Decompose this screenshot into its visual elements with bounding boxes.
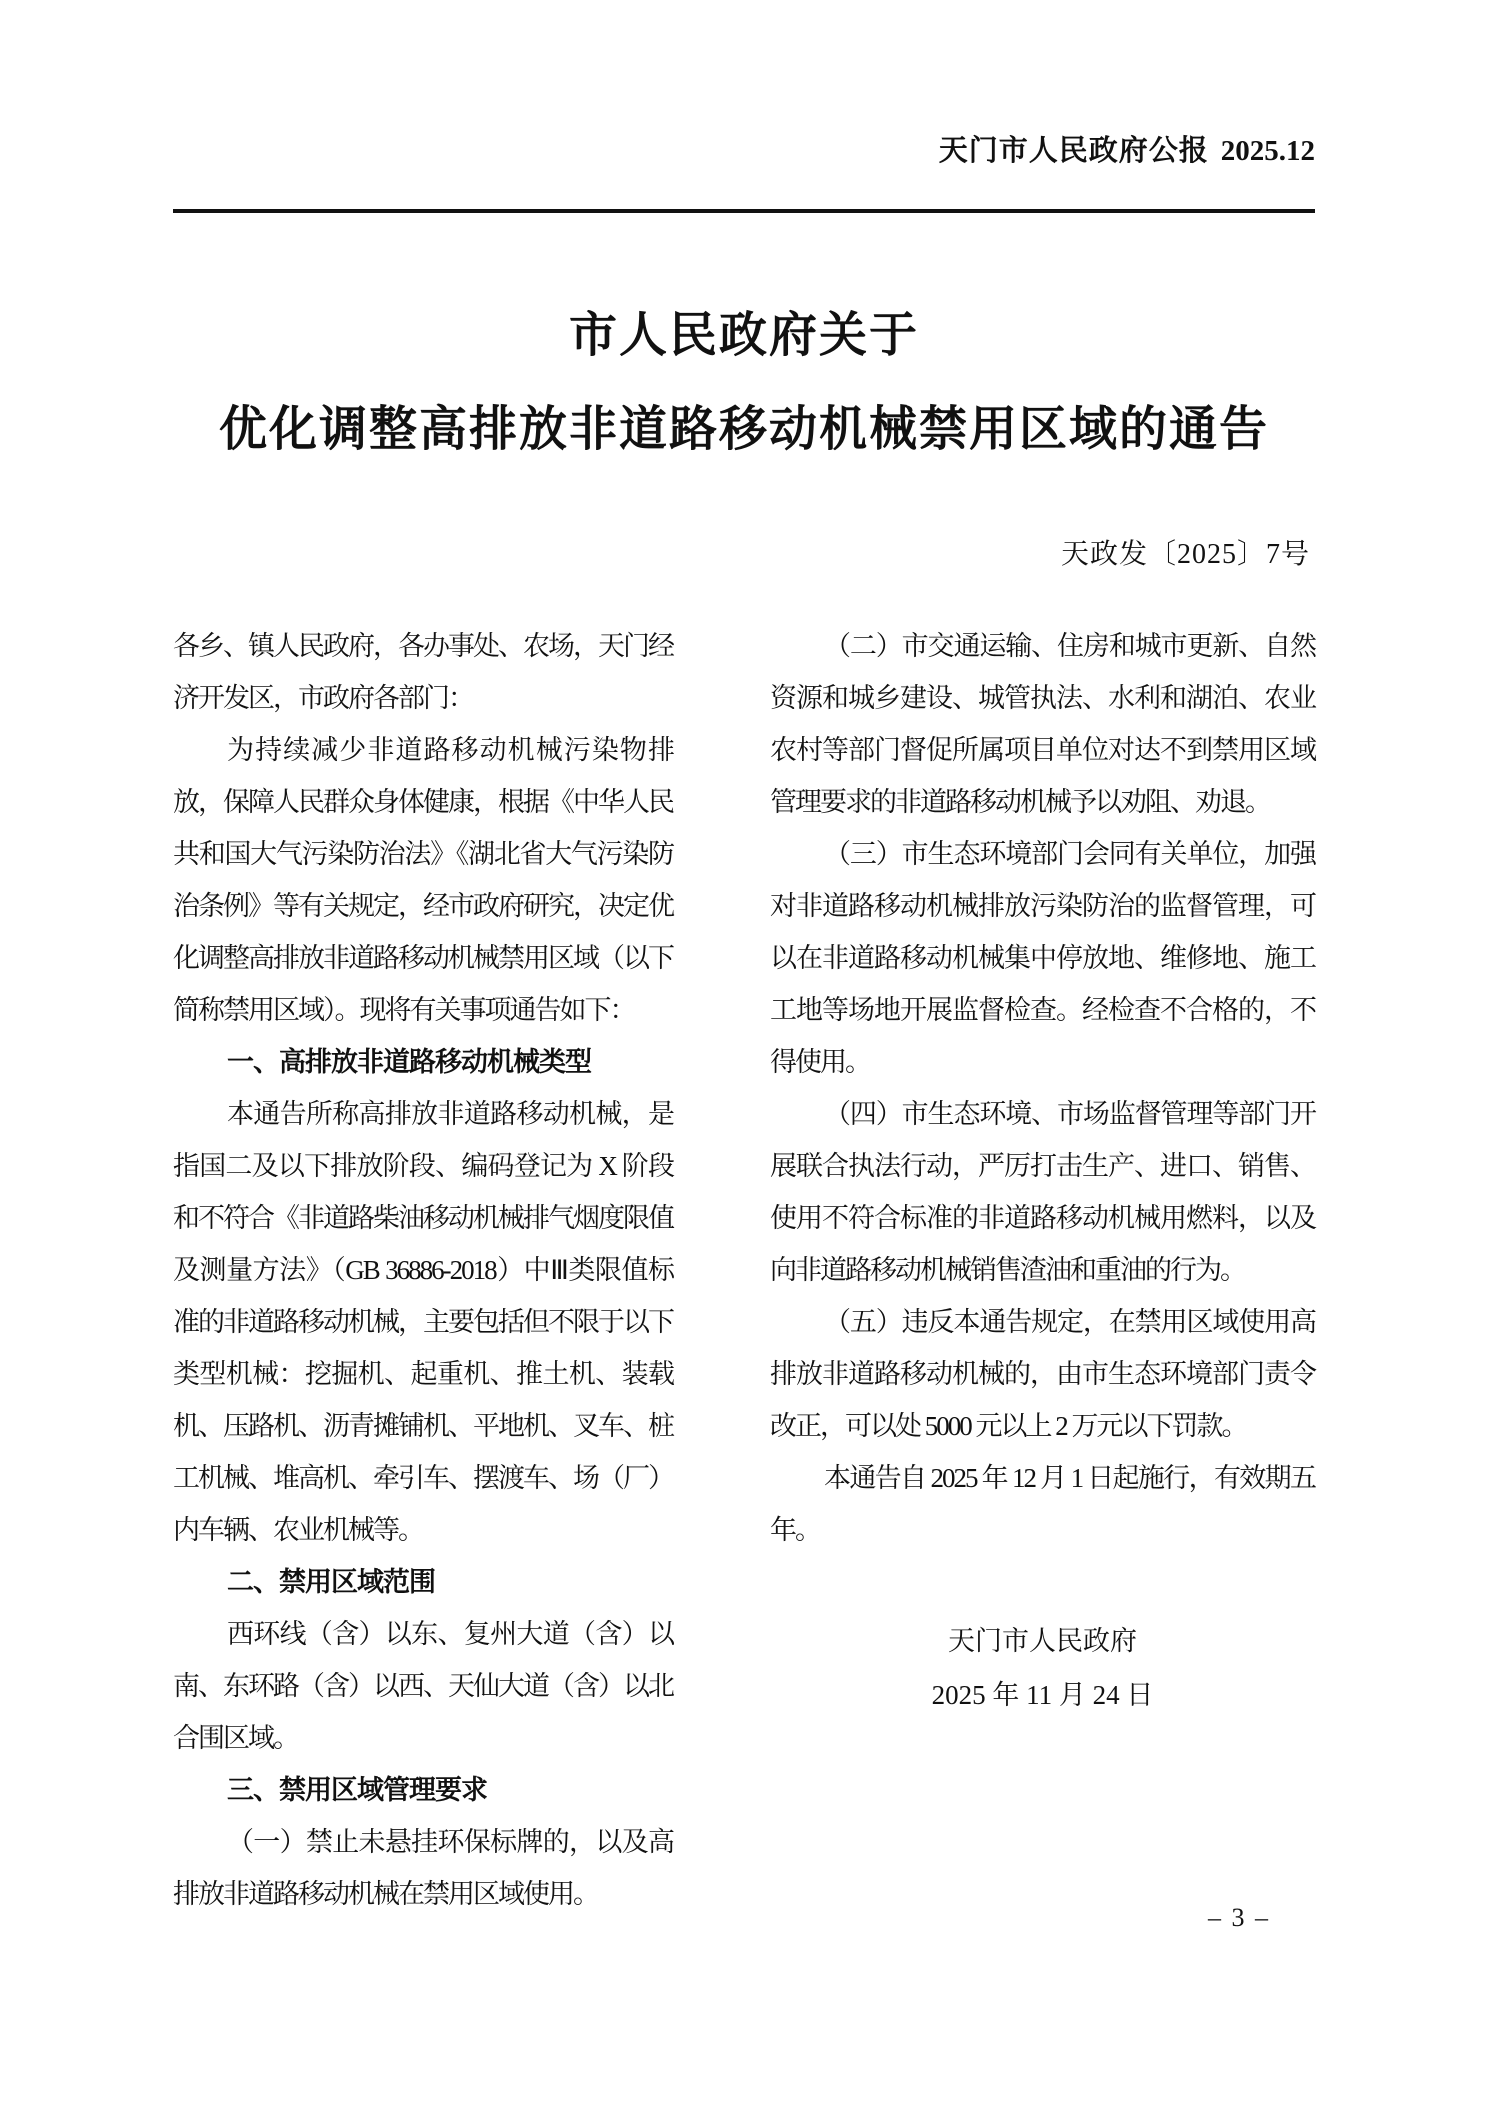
gazette-name: 天门市人民政府公报 bbox=[938, 135, 1209, 167]
right-column-text bbox=[770, 620, 1315, 1556]
section-heading: 二、禁用区域范围 bbox=[227, 1567, 435, 1597]
body-paragraph: （三）市生态环境部门会同有关单位，加强对非道路移动机械排放污染防治的监督管理，可以在非道路移动机械集中停放地、维修地、施工工地等场地开展监督检查。经检查不合格的，不得使用。 bbox=[770, 839, 1315, 1077]
signature-issuer: 天门市人民政府 bbox=[948, 1626, 1137, 1656]
section-heading: 三、禁用区域管理要求 bbox=[227, 1775, 487, 1805]
notice-title-line2: 优化调整高排放非道路移动机械禁用区域的通告 bbox=[218, 403, 1269, 456]
body-paragraph: 各乡、镇人民政府，各办事处、农场，天门经济开发区，市政府各部门： bbox=[173, 631, 673, 713]
body-paragraph: 本通告所称高排放非道路移动机械，是指国二及以下排放阶段、编码登记为 X 阶段和不符合《非道路柴油移动机械排气烟度限值及测量方法》（GB 36886-2018）中Ⅲ类限值标准的非道路移动机械，主要包括但不限于以下类型机械：挖掘机、起重机、推土机、装载机、压路机、沥青摊铺机、平地机、叉车、桩工机械、堆高机、牵引车、摆渡车、场（厂）内车辆、农业机械等。 bbox=[173, 1099, 673, 1545]
body-paragraph: （五）违反本通告规定，在禁用区域使用高排放非道路移动机械的，由市生态环境部门责令改正，可以处 5000 元以上 2 万元以下罚款。 bbox=[770, 1307, 1315, 1441]
document-body bbox=[173, 620, 1315, 1920]
signature-block bbox=[770, 1614, 1315, 1722]
body-paragraph: 西环线（含）以东、复州大道（含）以南、东环路（含）以西、天仙大道（含）以北合围区域。 bbox=[173, 1619, 673, 1753]
body-paragraph: （四）市生态环境、市场监督管理等部门开展联合执法行动，严厉打击生产、进口、销售、使用不符合标准的非道路移动机械用燃料，以及向非道路移动机械销售渣油和重油的行为。 bbox=[770, 1099, 1315, 1285]
right-column bbox=[770, 620, 1315, 1920]
body-paragraph: 本通告自 2025 年 12 月 1 日起施行，有效期五年。 bbox=[770, 1463, 1315, 1545]
page-header bbox=[939, 128, 1315, 169]
body-paragraph: （二）市交通运输、住房和城市更新、自然资源和城乡建设、城管执法、水利和湖泊、农业农村等部门督促所属项目单位对达不到禁用区域管理要求的非道路移动机械予以劝阻、劝退。 bbox=[770, 631, 1315, 817]
page-number: – 3 – bbox=[1208, 1903, 1270, 1932]
body-paragraph: （一）禁止未悬挂环保标牌的，以及高排放非道路移动机械在禁用区域使用。 bbox=[173, 1827, 673, 1909]
signature-date: 2025 年 11 月 24 日 bbox=[931, 1680, 1154, 1710]
document-number: 天政发〔2025〕7号 bbox=[1060, 539, 1310, 570]
header-rule bbox=[173, 209, 1315, 213]
notice-title-line1: 市人民政府关于 bbox=[568, 309, 919, 362]
body-paragraph: 为持续减少非道路移动机械污染物排放，保障人民群众身体健康，根据《中华人民共和国大气污染防治法》《湖北省大气污染防治条例》等有关规定，经市政府研究，决定优化调整高排放非道路移动机械禁用区域（以下简称禁用区域）。现将有关事项通告如下： bbox=[173, 735, 673, 1025]
gazette-issue: 2025.12 bbox=[1220, 135, 1315, 167]
notice-title bbox=[173, 309, 1315, 456]
section-heading: 一、高排放非道路移动机械类型 bbox=[227, 1047, 591, 1077]
left-column bbox=[173, 620, 673, 1920]
